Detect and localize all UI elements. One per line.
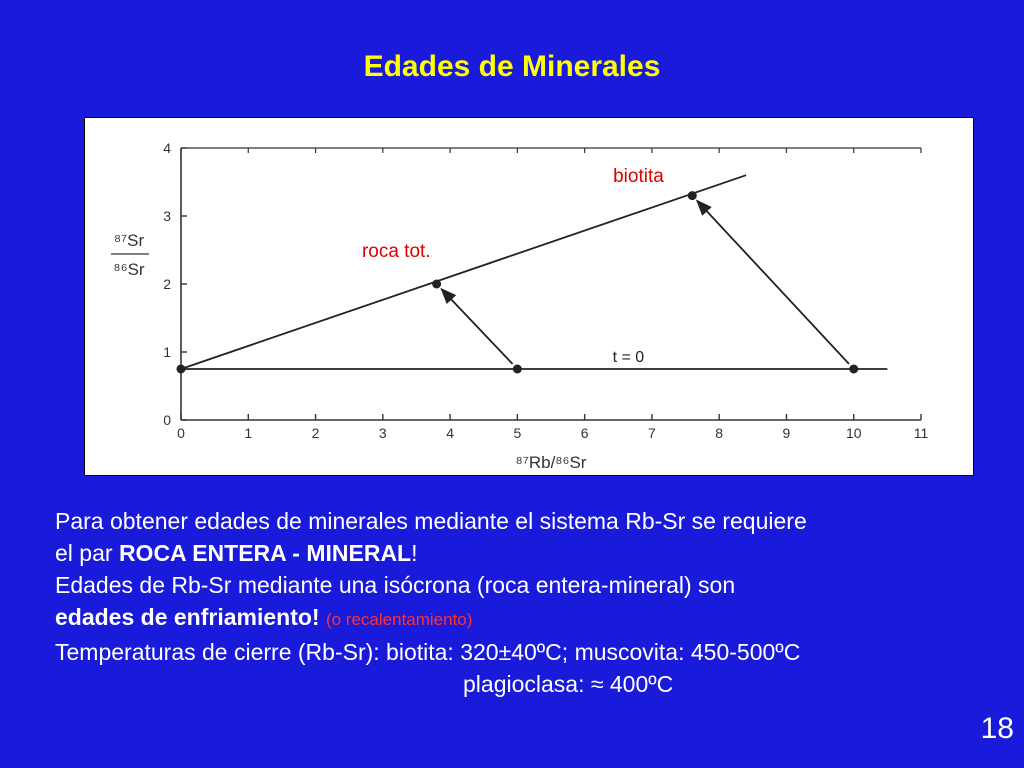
- x-tick-label: 5: [513, 425, 522, 441]
- body-text: [55, 505, 1015, 700]
- y-tick-label: 4: [163, 140, 171, 156]
- y-tick-label: 3: [163, 208, 171, 224]
- isochron-chart: [85, 118, 973, 475]
- text-line-4: [55, 601, 1015, 636]
- text-line-3: [55, 569, 1015, 601]
- text-line-2-post: !: [411, 540, 418, 566]
- x-tick-label: 2: [311, 425, 320, 441]
- x-tick-label: 0: [177, 425, 185, 441]
- slide-number: 18: [980, 712, 1014, 745]
- isochron-line: [181, 175, 746, 369]
- x-tick-label: 10: [845, 425, 862, 441]
- x-tick-label: 3: [378, 425, 387, 441]
- x-tick-label: 4: [446, 425, 454, 441]
- x-axis-label: ⁸⁷Rb/⁸⁶Sr: [515, 453, 587, 472]
- chart-lines: [181, 175, 887, 369]
- text-line-4-bold: edades de enfriamiento!: [55, 604, 320, 630]
- text-line-5: [55, 636, 1015, 668]
- data-point: [849, 365, 858, 374]
- text-line-6-content: plagioclasa: ≈ 400ºC: [463, 671, 674, 697]
- t0-label: t = 0: [612, 349, 645, 366]
- x-tick-label: 6: [580, 425, 589, 441]
- evolution-arrow: [441, 289, 512, 364]
- chart-axes: [181, 148, 921, 420]
- data-point: [432, 280, 441, 289]
- isochron-figure: [84, 117, 974, 476]
- y-tick-label: 1: [163, 344, 171, 360]
- text-line-1: [55, 505, 1015, 537]
- data-point: [177, 365, 186, 374]
- slide-title: Edades de Minerales: [363, 50, 661, 83]
- y-axis-label-numerator: ⁸⁷Sr: [113, 231, 145, 250]
- x-tick-label: 7: [648, 425, 656, 441]
- text-line-1-content: Para obtener edades de minerales mediante el sistema Rb-Sr se requiere: [55, 508, 807, 534]
- y-axis-label-denominator: ⁸⁶Sr: [113, 260, 145, 279]
- x-tick-label: 1: [244, 425, 253, 441]
- x-tick-label: 8: [715, 425, 724, 441]
- chart-ticks: [163, 140, 928, 441]
- x-tick-label: 11: [913, 425, 929, 441]
- text-line-6: [55, 668, 1015, 700]
- chart-arrows: [441, 201, 849, 364]
- data-point: [688, 191, 697, 200]
- text-line-2-pre: el par: [55, 540, 119, 566]
- evolution-arrow: [697, 201, 849, 364]
- x-tick-label: 9: [782, 425, 791, 441]
- text-line-2: [55, 537, 1015, 569]
- chart-points: [177, 191, 859, 373]
- data-point: [513, 365, 522, 374]
- text-line-4-note: (o recalentamiento): [325, 610, 473, 629]
- y-tick-label: 0: [163, 412, 171, 428]
- text-line-3-content: Edades de Rb-Sr mediante una isócrona (roca entera-mineral) son: [55, 572, 736, 598]
- biotita-label: biotita: [613, 166, 664, 187]
- text-line-5-content: Temperaturas de cierre (Rb-Sr): biotita: 320±40ºC; muscovita: 450-500ºC: [55, 639, 801, 665]
- roca-tot-label: roca tot.: [361, 240, 431, 262]
- text-line-2-bold: ROCA ENTERA - MINERAL: [118, 540, 412, 566]
- y-tick-label: 2: [163, 276, 171, 292]
